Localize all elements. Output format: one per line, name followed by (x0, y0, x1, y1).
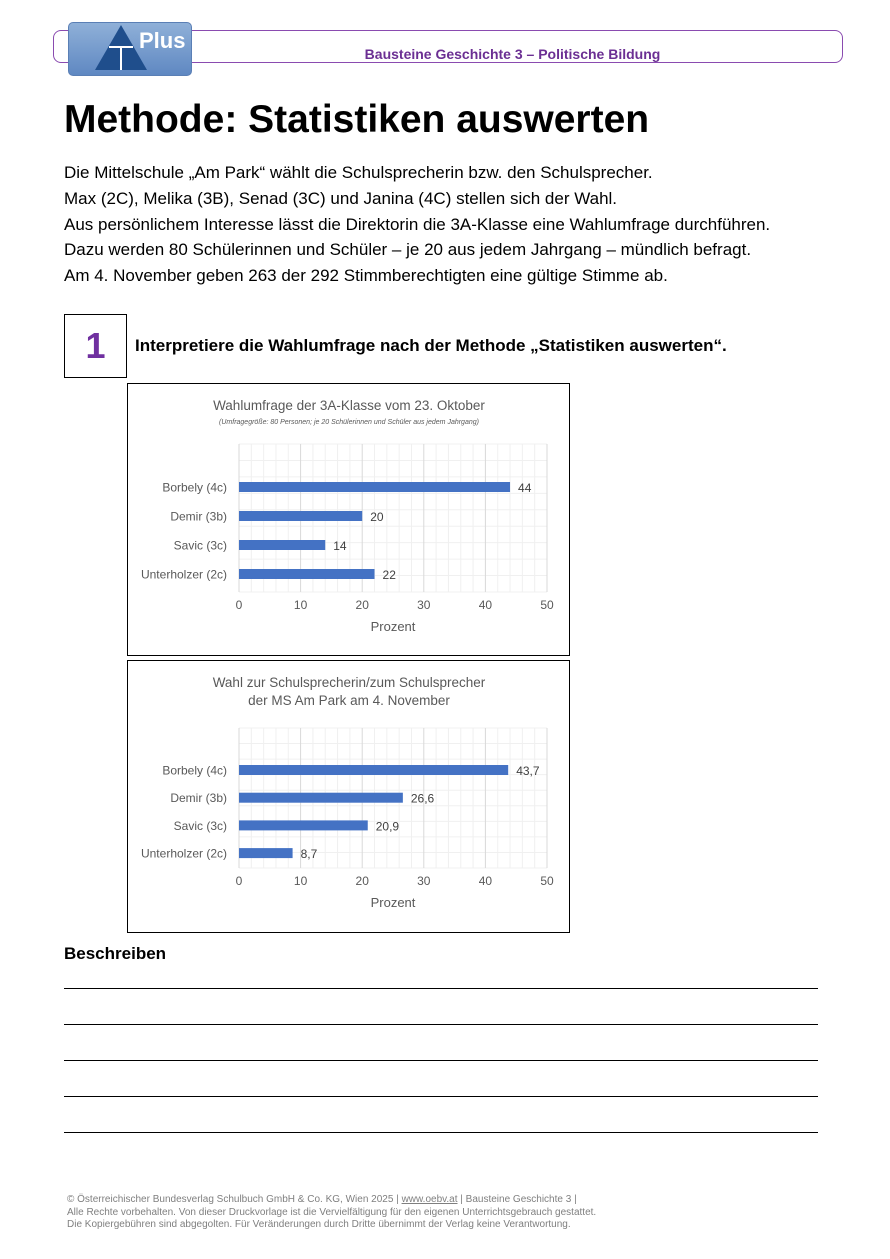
chart-title: der MS Am Park am 4. November (248, 693, 450, 708)
footer-line-3: Die Kopiergebühren sind abgegolten. Für Veränderungen durch Dritte übernimmt der Verlag keine Verantwortung. (67, 1219, 571, 1230)
data-label: 43,7 (516, 764, 540, 778)
category-label: Unterholzer (2c) (140, 846, 227, 861)
logo-text: Plus (139, 28, 186, 53)
answer-line[interactable] (64, 1024, 818, 1025)
chart-wahlergebnis (127, 660, 570, 933)
category-label: Borbely (4c) (162, 763, 227, 778)
x-tick-label: 50 (540, 874, 554, 888)
footer-suffix: | Bausteine Geschichte 3 | (457, 1194, 577, 1205)
data-label: 8,7 (300, 847, 318, 862)
chart-title: Wahlumfrage der 3A-Klasse vom 23. Oktober (213, 398, 485, 413)
x-tick-label: 0 (235, 598, 243, 612)
answer-line[interactable] (64, 1060, 818, 1061)
x-tick-label: 30 (417, 598, 431, 612)
x-tick-label: 20 (355, 598, 369, 612)
x-tick-label: 50 (540, 598, 554, 612)
task-instruction: Interpretiere die Wahlumfrage nach der Methode „Statistiken auswerten“. (135, 336, 727, 355)
chart-wahlumfrage-svg (128, 384, 571, 657)
bar (239, 540, 325, 550)
x-tick-label: 40 (478, 874, 493, 888)
intro-line: Aus persönlichem Interesse lässt die Direktorin die 3A-Klasse eine Wahlumfrage durchführen. (64, 214, 771, 234)
category-label: Unterholzer (2c) (140, 567, 227, 582)
chart-title: Wahl zur Schulsprecherin/zum Schulsprecher (212, 675, 486, 690)
data-label: 44 (518, 481, 532, 495)
category-label: Borbely (4c) (162, 480, 227, 495)
category-label: Demir (3b) (170, 509, 227, 524)
footer-link[interactable]: www.oebv.at (401, 1194, 458, 1205)
chart-subtitle: (Umfragegröße: 80 Personen; je 20 Schülerinnen und Schüler aus jedem Jahrgang) (219, 419, 479, 426)
x-tick-label: 30 (417, 874, 431, 888)
intro-line: Die Mittelschule „Am Park“ wählt die Schulsprecherin bzw. den Schulsprecher. (64, 163, 653, 182)
x-axis-label: Prozent (370, 895, 416, 910)
answer-line[interactable] (64, 988, 818, 989)
category-label: Savic (3c) (173, 538, 227, 553)
category-label: Demir (3b) (170, 791, 227, 806)
chart-wahlergebnis-svg (128, 661, 571, 934)
bar (239, 793, 403, 803)
x-tick-label: 10 (293, 598, 308, 612)
bar (239, 482, 510, 492)
footer-line-2: Alle Rechte vorbehalten. Von dieser Druckvorlage ist die Vervielfältigung für den eigenen Unterrichtsgebrauch gestattet. (67, 1206, 597, 1218)
footer-copyright: © Österreichischer Bundesverlag Schulbuch GmbH & Co. KG, Wien 2025 | (67, 1194, 402, 1205)
answer-line[interactable] (64, 1132, 818, 1133)
bar (239, 765, 508, 775)
x-tick-label: 20 (355, 874, 369, 888)
intro-text (64, 160, 770, 289)
data-label: 22 (382, 568, 396, 582)
intro-line: Am 4. November geben 263 der 292 Stimmberechtigten eine gültige Stimme ab. (64, 266, 668, 286)
chart-wahlumfrage (127, 383, 570, 656)
data-label: 20 (370, 510, 384, 524)
x-axis-label: Prozent (370, 619, 416, 634)
intro-line: Dazu werden 80 Schülerinnen und Schüler – je 20 aus jedem Jahrgang – mündlich befragt. (64, 240, 752, 260)
data-label: 26,6 (410, 791, 435, 806)
section-heading-beschreiben: Beschreiben (64, 944, 167, 963)
bar (239, 820, 368, 830)
header-title: Bausteine Geschichte 3 – Politische Bildung (364, 46, 661, 62)
data-label: 20,9 (375, 819, 400, 834)
plus-logo (68, 22, 192, 76)
bar (239, 848, 293, 858)
bar (239, 511, 362, 521)
bar (239, 569, 375, 579)
page-title: Methode: Statistiken auswerten (64, 98, 650, 141)
footer (67, 1194, 596, 1232)
x-tick-label: 40 (478, 598, 493, 612)
x-tick-label: 10 (293, 874, 308, 888)
task-number: 1 (64, 314, 127, 378)
intro-line: Max (2C), Melika (3B), Senad (3C) und Janina (4C) stellen sich der Wahl. (64, 188, 618, 208)
footer-line-1 (67, 1194, 596, 1207)
x-tick-label: 0 (235, 874, 243, 888)
data-label: 14 (333, 539, 347, 553)
answer-line[interactable] (64, 1096, 818, 1097)
category-label: Savic (3c) (173, 818, 227, 833)
